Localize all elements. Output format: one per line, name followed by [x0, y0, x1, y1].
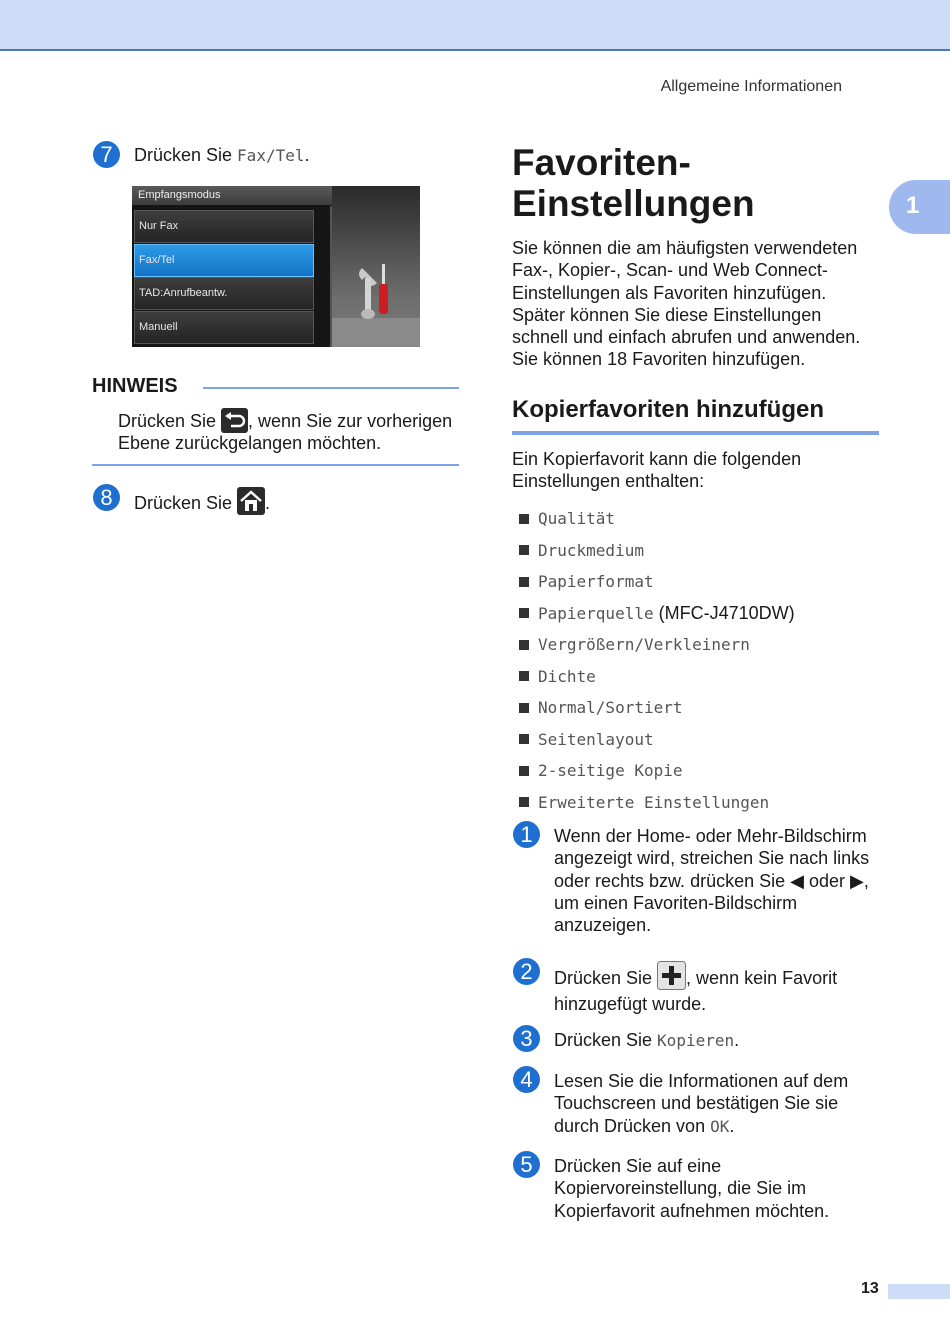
screen-item-tad: TAD:Anrufbeantw.: [134, 277, 314, 310]
note-rule-top: [203, 387, 459, 389]
bullet-square: [519, 734, 529, 744]
heading-line-2: Einstellungen: [512, 183, 755, 224]
list-item: [519, 503, 795, 535]
page-heading: [512, 142, 755, 224]
screen-item-nur-fax: Nur Fax: [134, 210, 314, 243]
step-number-8: 8: [93, 484, 120, 511]
list-item: [519, 787, 795, 819]
step-2-line-1: [554, 961, 837, 991]
intro-line: Sie können die am häufigsten verwendeten: [512, 238, 858, 258]
section-rule: [512, 431, 879, 435]
tools-icon: [332, 186, 420, 347]
screen-title: Empfangsmodus: [132, 186, 340, 205]
step-4-suffix: .: [729, 1115, 735, 1136]
page-number-bar: [888, 1284, 950, 1299]
step-7-prefix: Drücken Sie: [134, 145, 238, 165]
bullet-square: [519, 797, 529, 807]
step-8-text: [134, 487, 270, 515]
step-3-prefix: Drücken Sie: [554, 1030, 658, 1050]
note-suffix: , wenn Sie zur vorherigen: [248, 411, 453, 431]
bullet-square: [519, 545, 529, 555]
note-prefix: Drücken Sie: [118, 411, 222, 431]
intro-line: Fax-, Kopier-, Scan- und Web Connect-: [512, 260, 828, 281]
intro-line: Einstellungen als Favoriten hinzufügen.: [512, 282, 827, 303]
step-7-text: [134, 144, 310, 168]
step-4-code: OK: [710, 1116, 730, 1136]
list-item: [519, 661, 795, 693]
arrow-right-icon: ▶: [850, 870, 864, 891]
step-number-7: 7: [93, 141, 120, 168]
step-number-5: 5: [513, 1151, 540, 1178]
note-rule-bottom: [92, 464, 459, 466]
step-3-text: [554, 1029, 739, 1053]
step-2-prefix: Drücken Sie: [554, 968, 658, 988]
step-1-line: um einen Favoriten-Bildschirm: [554, 892, 798, 913]
list-item-code: Qualität: [538, 509, 616, 529]
step-3-suffix: .: [734, 1030, 740, 1050]
step-7-code: Fax/Tel: [237, 146, 305, 165]
step-4-text: [554, 1070, 848, 1138]
step-5-line: Kopiervoreinstellung, die Sie im: [554, 1178, 807, 1199]
step-1-mid: oder: [803, 870, 850, 891]
top-band: [0, 0, 950, 51]
note-line-2: Ebene zurückgelangen möchten.: [118, 433, 382, 453]
screen-item-manuell: Manuell: [134, 311, 314, 344]
heading-line-1: Favoriten-: [512, 142, 691, 183]
intro-line: Sie können 18 Favoriten hinzufügen.: [512, 349, 806, 370]
step-8-suffix: .: [265, 493, 271, 513]
list-item: [519, 755, 795, 787]
step-4-prefix: durch Drücken von: [554, 1115, 711, 1136]
step-number-4: 4: [513, 1066, 540, 1093]
settings-list: [519, 503, 795, 818]
step-4-line: Lesen Sie die Informationen auf dem: [554, 1071, 849, 1091]
note-line-1: [118, 408, 452, 433]
step-5-line: Drücken Sie auf eine: [554, 1156, 722, 1176]
step-2-suffix: , wenn kein Favorit: [686, 968, 838, 988]
list-item-code: Normal/Sortiert: [538, 698, 683, 718]
step-number-1: 1: [513, 821, 540, 848]
chapter-tab: [889, 180, 950, 234]
step-4-line: Touchscreen und bestätigen Sie sie: [554, 1093, 839, 1114]
list-item-code: 2-seitige Kopie: [538, 761, 683, 781]
intro-line: schnell und einfach abrufen und anwenden.: [512, 327, 861, 348]
step-1-text: [554, 825, 869, 936]
touchscreen-image: [132, 186, 420, 347]
bullet-square: [519, 608, 529, 618]
list-item: [519, 566, 795, 598]
intro-line: Später können Sie diese Einstellungen: [512, 304, 822, 325]
arrow-left-icon: ◀: [790, 870, 804, 891]
step-1-line: Wenn der Home- oder Mehr-Bildschirm: [554, 826, 867, 846]
step-2-text: [554, 961, 837, 1017]
step-8-prefix: Drücken Sie: [134, 493, 238, 513]
section-title: Kopierfavoriten hinzufügen: [512, 396, 824, 423]
step-number-3: 3: [513, 1025, 540, 1052]
list-item: [519, 629, 795, 661]
list-item-code: Papierformat: [538, 572, 654, 592]
bullet-square: [519, 514, 529, 524]
settings-panel: [332, 186, 420, 347]
step-2-line-2: hinzugefügt wurde.: [554, 994, 707, 1014]
list-item: [519, 692, 795, 724]
screen-item-fax-tel: Fax/Tel: [134, 244, 314, 277]
step-1-suffix: ,: [863, 870, 869, 891]
step-1-line-3: [554, 870, 869, 892]
list-item: [519, 598, 795, 630]
list-item-code: Druckmedium: [538, 540, 644, 560]
section-intro: [512, 448, 801, 493]
bullet-square: [519, 577, 529, 587]
list-item-code: Papierquelle: [538, 603, 654, 623]
step-1-line: angezeigt wird, streichen Sie nach links: [554, 848, 870, 869]
list-item-code: Vergrößern/Verkleinern: [538, 635, 750, 655]
step-number-2: 2: [513, 958, 540, 985]
bullet-square: [519, 640, 529, 650]
list-item-code: Erweiterte Einstellungen: [538, 792, 770, 812]
step-5-line: Kopierfavorit aufnehmen möchten.: [554, 1200, 830, 1221]
plus-icon: [657, 961, 686, 990]
intro-paragraph: [512, 237, 860, 371]
chapter-number: 1: [906, 192, 920, 219]
list-item-code: Dichte: [538, 666, 596, 686]
bullet-square: [519, 766, 529, 776]
bullet-square: [519, 671, 529, 681]
list-item-code: Seitenlayout: [538, 729, 654, 749]
list-item-extra: (MFC-J4710DW): [653, 602, 795, 623]
step-4-line-3: [554, 1115, 848, 1138]
back-icon: [221, 408, 248, 433]
note-title: HINWEIS: [92, 375, 178, 397]
bullet-square: [519, 703, 529, 713]
step-7-suffix: .: [304, 145, 310, 165]
section-intro-line: Einstellungen enthalten:: [512, 471, 705, 492]
section-intro-line: Ein Kopierfavorit kann die folgenden: [512, 449, 802, 469]
step-1-prefix: oder rechts bzw. drücken Sie: [554, 870, 791, 891]
running-header: Allgemeine Informationen: [660, 78, 842, 95]
page-number: 13: [861, 1280, 879, 1297]
list-item: [519, 724, 795, 756]
step-3-code: Kopieren: [657, 1031, 735, 1050]
home-icon: [237, 487, 265, 515]
step-5-text: [554, 1155, 829, 1222]
list-item: [519, 535, 795, 567]
step-1-line: anzuzeigen.: [554, 915, 652, 936]
